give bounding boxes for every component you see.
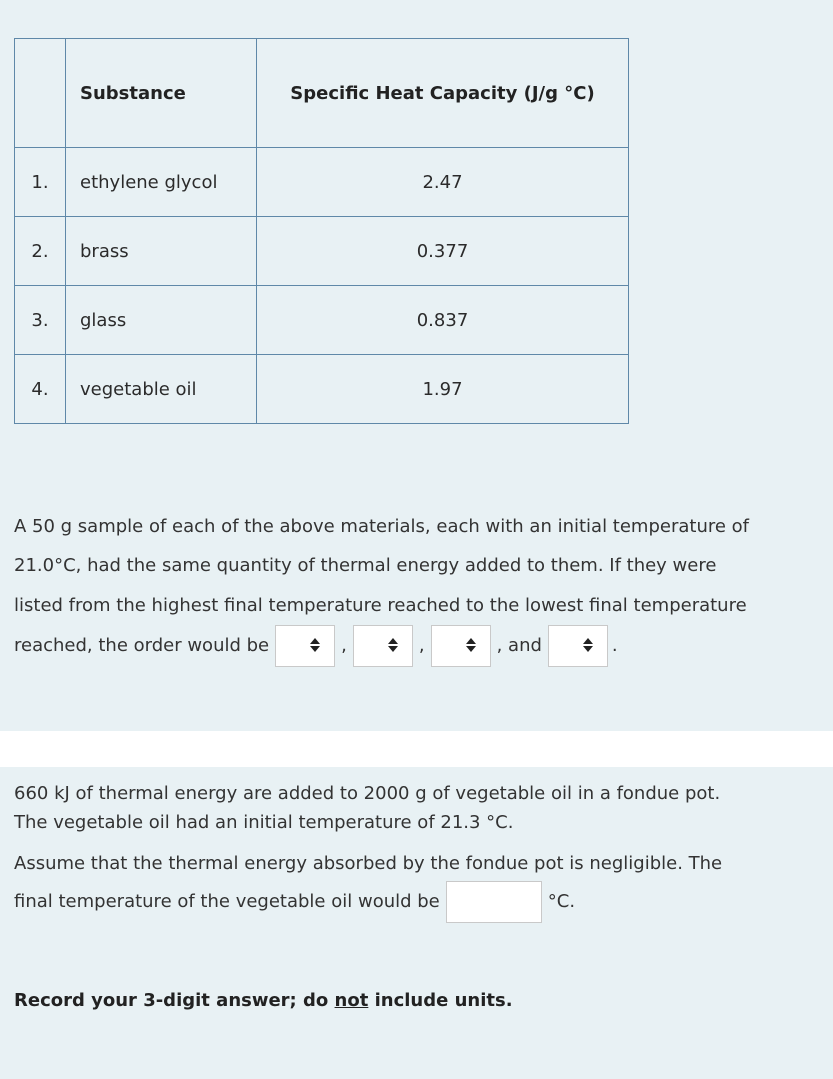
row-number: 3. — [15, 286, 66, 355]
table-row — [15, 217, 629, 286]
final-temperature-input[interactable] — [446, 881, 542, 923]
header-specific-heat — [257, 39, 629, 148]
header-number-cell — [15, 39, 66, 148]
table-row — [15, 148, 629, 217]
updown-arrow-icon — [583, 635, 593, 657]
table-row — [15, 286, 629, 355]
question-1-text — [14, 507, 819, 667]
row-substance: glass — [66, 286, 257, 355]
header-substance-label: Substance — [80, 82, 186, 104]
q2-line-4-prefix: final temperature of the vegetable oil would be — [14, 891, 440, 912]
row-value: 0.377 — [257, 217, 629, 286]
q1-line-1: A 50 g sample of each of the above materials, each with an initial temperature of — [14, 516, 750, 537]
separator-and: , and — [496, 634, 542, 656]
unit-label: °C. — [547, 891, 576, 912]
q2-line-2: The vegetable oil had an initial temperature of 21.3 °C. — [14, 812, 514, 833]
specific-heat-table — [14, 38, 629, 424]
instruction-text — [14, 990, 513, 1011]
separator: , — [341, 634, 347, 656]
instruction-emphasis: not — [334, 990, 369, 1011]
instruction-part-2: include units. — [368, 990, 513, 1011]
q2-line-3: Assume that the thermal energy absorbed by the fondue pot is negligible. The — [14, 853, 723, 874]
row-number: 2. — [15, 217, 66, 286]
order-select-1[interactable] — [275, 625, 335, 667]
q2-line-4 — [14, 881, 819, 923]
table-row — [15, 355, 629, 424]
end-period: . — [611, 634, 618, 656]
row-number: 4. — [15, 355, 66, 424]
row-value: 2.47 — [257, 148, 629, 217]
q1-line-2: 21.0°C, had the same quantity of thermal energy added to them. If they were — [14, 555, 717, 577]
question-2-prompt — [14, 846, 819, 923]
row-value: 1.97 — [257, 355, 629, 424]
updown-arrow-icon — [466, 635, 476, 657]
order-select-4[interactable] — [548, 625, 608, 667]
header-substance — [66, 39, 257, 148]
order-select-3[interactable] — [431, 625, 491, 667]
question-2-intro — [14, 779, 819, 837]
instruction-part-1: Record your 3-digit answer; do — [14, 990, 335, 1011]
row-number: 1. — [15, 148, 66, 217]
updown-arrow-icon — [310, 635, 320, 657]
table-header-row — [15, 39, 629, 148]
row-substance: brass — [66, 217, 257, 286]
separator: , — [418, 634, 425, 656]
row-substance: ethylene glycol — [66, 148, 257, 217]
updown-arrow-icon — [388, 635, 398, 657]
row-substance: vegetable oil — [66, 355, 257, 424]
q1-line-4-prefix: reached, the order would be — [14, 634, 270, 656]
q1-line-4 — [14, 625, 819, 667]
q1-line-3: listed from the highest final temperature reached to the lowest final temperature — [14, 594, 747, 616]
header-specific-heat-label: Specific Heat Capacity (J/g °C) — [290, 82, 595, 104]
order-select-2[interactable] — [353, 625, 413, 667]
row-value: 0.837 — [257, 286, 629, 355]
q2-line-1: 660 kJ of thermal energy are added to 2000 g of vegetable oil in a fondue pot. — [14, 783, 721, 804]
